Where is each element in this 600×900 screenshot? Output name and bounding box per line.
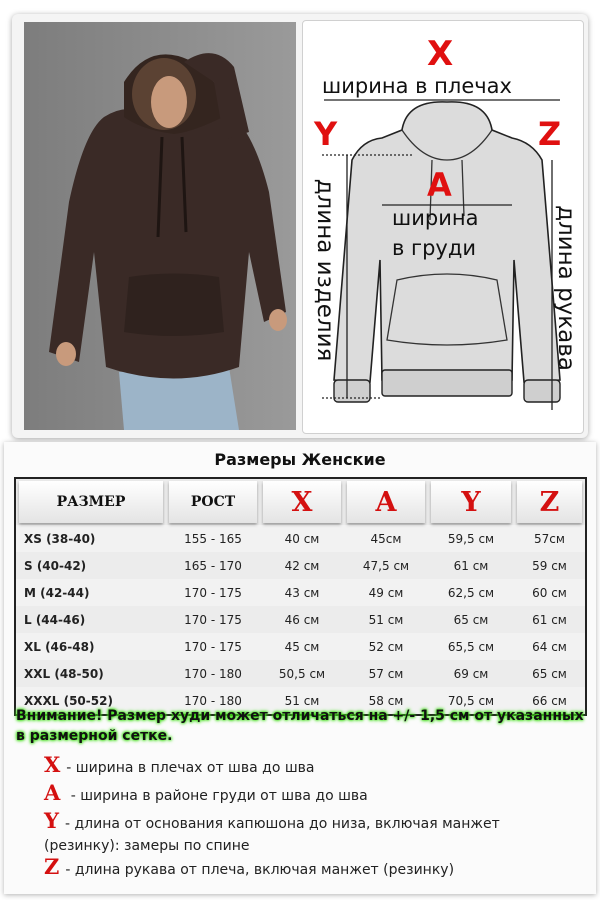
table-row <box>15 525 586 552</box>
label-z: Z <box>538 115 562 153</box>
size-cell: XXL (48-50) <box>24 666 104 681</box>
header-a: A <box>347 481 425 523</box>
label-a: A <box>427 166 452 204</box>
table-row <box>15 579 586 606</box>
header-y: Y <box>431 481 511 523</box>
size-cell: XS (38-40) <box>15 525 166 552</box>
header-x: X <box>263 481 341 523</box>
size-table-body <box>15 525 586 715</box>
table-cell: 61 см <box>532 612 567 627</box>
table-cell: 51 см <box>368 612 404 627</box>
table-cell: 45 см <box>260 633 344 660</box>
table-cell: 70,5 см <box>428 687 514 715</box>
size-cell: L (44-46) <box>24 612 86 627</box>
size-cell: S (40-42) <box>24 558 87 573</box>
legend-letter-y: Y <box>44 808 59 833</box>
table-cell: 59 см <box>532 558 567 573</box>
size-cell: XXXL (50-52) <box>15 687 166 715</box>
table-cell: 170 - 175 <box>166 579 260 606</box>
table-cell: 57см <box>514 525 586 552</box>
size-cell: M (42-44) <box>15 579 166 606</box>
table-cell: 170 - 180 <box>166 687 260 715</box>
label-y: Y <box>314 115 338 153</box>
legend-letter-x: X <box>44 752 61 777</box>
table-cell: 170 - 175 <box>184 612 242 627</box>
table-cell: 66 см <box>514 687 586 715</box>
table-cell: 61 см <box>453 558 489 573</box>
table-cell: 59,5 см <box>428 525 514 552</box>
legend-item-x <box>44 754 314 779</box>
table-row <box>15 633 586 660</box>
table-cell: 65,5 см <box>428 633 514 660</box>
table-cell: 58 см <box>344 687 428 715</box>
header-z: Z <box>517 481 582 523</box>
header-height: РОСТ <box>169 481 257 523</box>
table-cell: 43 см <box>260 579 344 606</box>
table-cell: 170 - 175 <box>166 633 260 660</box>
table-cell: 65 см <box>453 612 489 627</box>
table-cell: 62,5 см <box>428 579 514 606</box>
size-table <box>14 477 587 716</box>
table-cell: 46 см <box>284 612 320 627</box>
table-cell: 50,5 см <box>278 666 326 681</box>
table-cell: 49 см <box>344 579 428 606</box>
legend-text-a: - ширина в районе груди от шва до шва <box>66 788 368 804</box>
legend-letter-a: A <box>44 780 61 805</box>
table-cell: 170 - 180 <box>184 666 242 681</box>
table-row <box>15 660 586 687</box>
sleeve-length-label: длина рукава <box>553 205 579 371</box>
table-cell: 51 см <box>260 687 344 715</box>
table-cell: 45см <box>344 525 428 552</box>
size-table-header <box>15 478 586 525</box>
table-cell: 57 см <box>368 666 404 681</box>
legend-item-y <box>44 810 544 857</box>
table-cell: 155 - 165 <box>166 525 260 552</box>
size-table-title: Размеры Женские <box>214 450 386 469</box>
table-row <box>15 606 586 633</box>
size-warning-notice: Внимание! Размер худи может отличаться на +/- 1,5 см от указанных в размерной сетке. <box>16 708 584 744</box>
legend-item-a <box>44 782 368 807</box>
chest-width-label-line2: в груди <box>392 236 477 260</box>
table-cell: 42 см <box>284 558 320 573</box>
hoodie-model-image <box>24 22 296 430</box>
table-cell: 65 см <box>532 666 567 681</box>
legend-text-y: - длина от основания капюшона до низа, включая манжет (резинку): замеры по спине <box>44 816 500 854</box>
chest-width-label-line1: ширина <box>392 206 479 230</box>
table-cell: 47,5 см <box>362 558 410 573</box>
garment-length-label: длина изделия <box>312 178 338 362</box>
table-cell: 60 см <box>514 579 586 606</box>
table-cell: 69 см <box>453 666 489 681</box>
legend-text-x: - ширина в плечах от шва до шва <box>66 760 315 776</box>
table-cell: 64 см <box>514 633 586 660</box>
label-x-top: X <box>427 34 454 74</box>
table-cell: 52 см <box>344 633 428 660</box>
shoulder-width-label: ширина в плечах <box>322 74 512 98</box>
table-row <box>15 552 586 579</box>
header-size: РАЗМЕР <box>19 481 163 523</box>
table-cell: 40 см <box>260 525 344 552</box>
legend-text-z: - длина рукава от плеча, включая манжет (резинку) <box>65 862 455 878</box>
table-cell: 165 - 170 <box>184 558 242 573</box>
size-cell: XL (46-48) <box>15 633 166 660</box>
legend-letter-z: Z <box>44 854 60 879</box>
model-photo <box>24 22 296 430</box>
legend-item-z <box>44 856 454 881</box>
